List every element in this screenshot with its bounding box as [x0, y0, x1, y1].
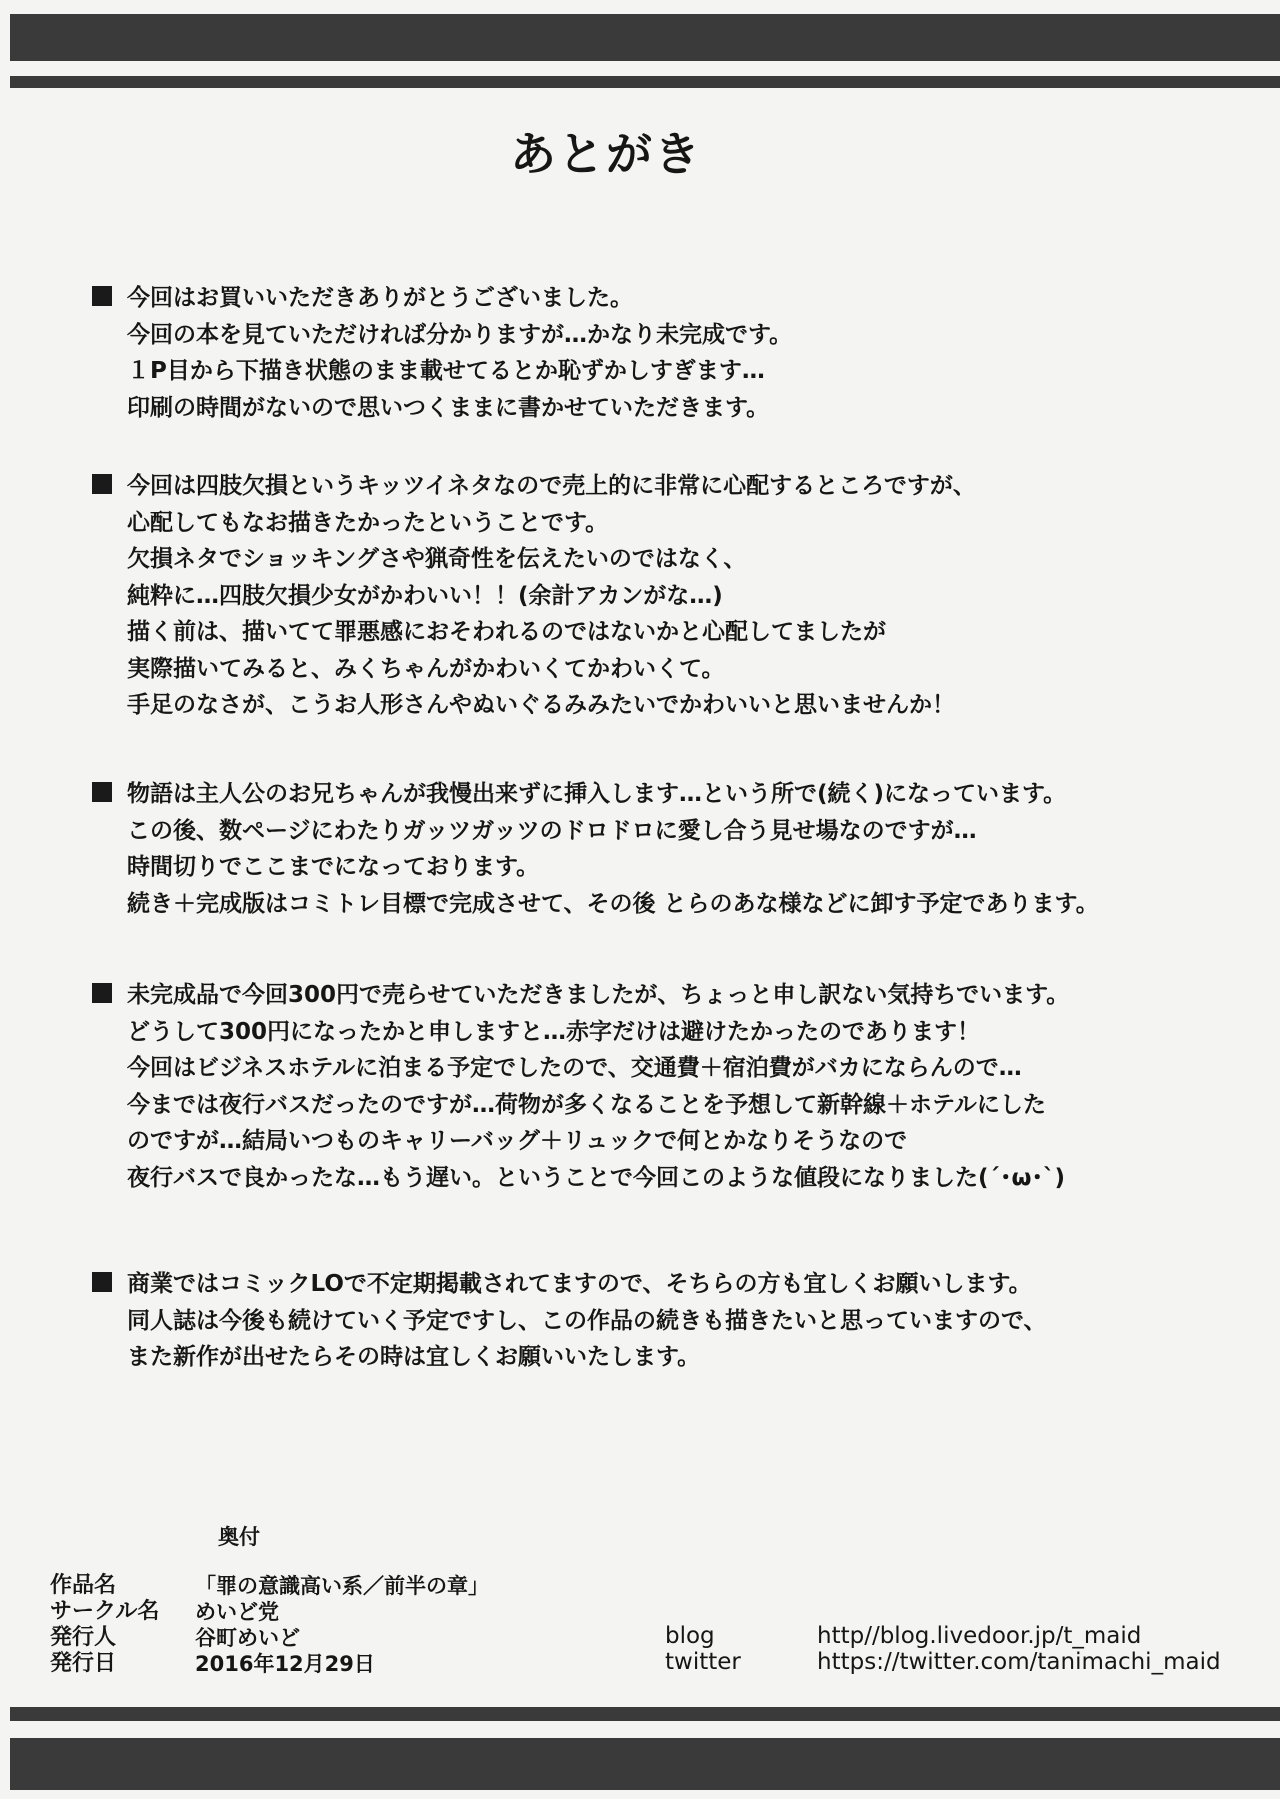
text-line: のですが…結局いつものキャリーバッグ＋リュックで何とかなりそうなので [127, 1128, 908, 1154]
text-line: 未完成品で今回300円で売らせていただきましたが、ちょっと申し訳ない気持ちでいます。 [127, 982, 1070, 1008]
colophon-label: サークル名 [50, 1599, 160, 1624]
colophon-value: 谷町めいど [195, 1626, 300, 1650]
colophon-value: 「罪の意識高い系／前半の章」 [195, 1574, 489, 1598]
text-line: 時間切りでここまでになっております。 [127, 854, 540, 880]
text-line: 今回の本を見ていただければ分かりますが…かなり未完成です。 [127, 321, 793, 348]
text-line: １P目から下描き状態のまま載せてるとか恥ずかしすぎます… [127, 358, 765, 384]
text-line: また新作が出せたらその時は宜しくお願いいたします。 [127, 1344, 701, 1370]
page-title: あとがき [510, 127, 702, 181]
twitter-label: twitter [665, 1649, 741, 1675]
square-bullet-icon [92, 1272, 112, 1292]
text-line: 夜行バスで良かったな…もう遅い。ということで今回このような値段になりました(´･ω･`) [127, 1164, 1066, 1191]
text-line: 商業ではコミックLOで不定期掲載されてますので、そちらの方も宜しくお願いします。 [127, 1271, 1032, 1297]
colophon-heading: 奥付 [218, 1525, 260, 1549]
square-bullet-icon [92, 474, 112, 494]
colophon-label: 作品名 [50, 1573, 117, 1598]
text-line: この後、数ページにわたりガッツガッツのドロドロに愛し合う見せ場なのですが… [127, 817, 977, 844]
text-line: 今までは夜行バスだったのですが…荷物が多くなることを予想して新幹線＋ホテルにした [127, 1091, 1046, 1118]
text-line: 純粋に…四肢欠損少女がかわいい！！(余計アカンがな…) [127, 582, 723, 609]
top-border-thin [10, 76, 1280, 88]
bottom-border-thick [10, 1738, 1280, 1790]
text-line: 今回はお買いいただきありがとうございました。 [127, 285, 633, 311]
text-line: 実際描いてみると、みくちゃんがかわいくてかわいくて。 [127, 655, 725, 682]
twitter-url: https://twitter.com/tanimachi_maid [817, 1649, 1221, 1675]
blog-url: http//blog.livedoor.jp/t_maid [817, 1623, 1142, 1649]
afterword-section [92, 280, 1212, 426]
afterword-section [92, 468, 1212, 724]
afterword-section [92, 776, 1212, 922]
bottom-border-thin [10, 1707, 1280, 1721]
colophon-label: 発行人 [50, 1625, 117, 1650]
text-line: どうして300円になったかと申しますと…赤字だけは避けたかったのであります！ [127, 1018, 981, 1045]
top-border-thick [10, 14, 1280, 61]
square-bullet-icon [92, 286, 112, 306]
afterword-section [92, 1266, 1212, 1376]
text-line: 手足のなさが、こうお人形さんやぬいぐるみみたいでかわいいと思いませんか！ [127, 692, 955, 718]
text-line: 同人誌は今後も続けていく予定ですし、この作品の続きも描きたいと思っていますので、 [127, 1307, 1047, 1334]
text-line: 心配してもなお描きたかったということです。 [127, 509, 609, 536]
text-line: 物語は主人公のお兄ちゃんが我慢出来ずに挿入します…という所で(続く)になっています。 [127, 781, 1067, 807]
blog-label: blog [665, 1623, 715, 1649]
colophon-value: 2016年12月29日 [195, 1652, 375, 1676]
square-bullet-icon [92, 782, 112, 802]
text-line: 今回はビジネスホテルに泊まる予定でしたので、交通費＋宿泊費がバカにならんので… [127, 1055, 1022, 1081]
colophon-label: 発行日 [50, 1651, 117, 1676]
text-line: 今回は四肢欠損というキッツイネタなので売上的に非常に心配するところですが、 [127, 473, 976, 499]
square-bullet-icon [92, 983, 112, 1003]
text-line: 欠損ネタでショッキングさや猟奇性を伝えたいのではなく、 [127, 546, 747, 572]
colophon-value: めいど党 [195, 1600, 279, 1624]
text-line: 描く前は、描いてて罪悪感におそわれるのではないかと心配してましたが [127, 619, 886, 645]
text-line: 続き＋完成版はコミトレ目標で完成させて、その後 とらのあな様などに卸す予定であります。 [127, 890, 1099, 917]
text-line: 印刷の時間がないので思いつくままに書かせていただきます。 [127, 394, 770, 421]
afterword-section [92, 977, 1212, 1196]
